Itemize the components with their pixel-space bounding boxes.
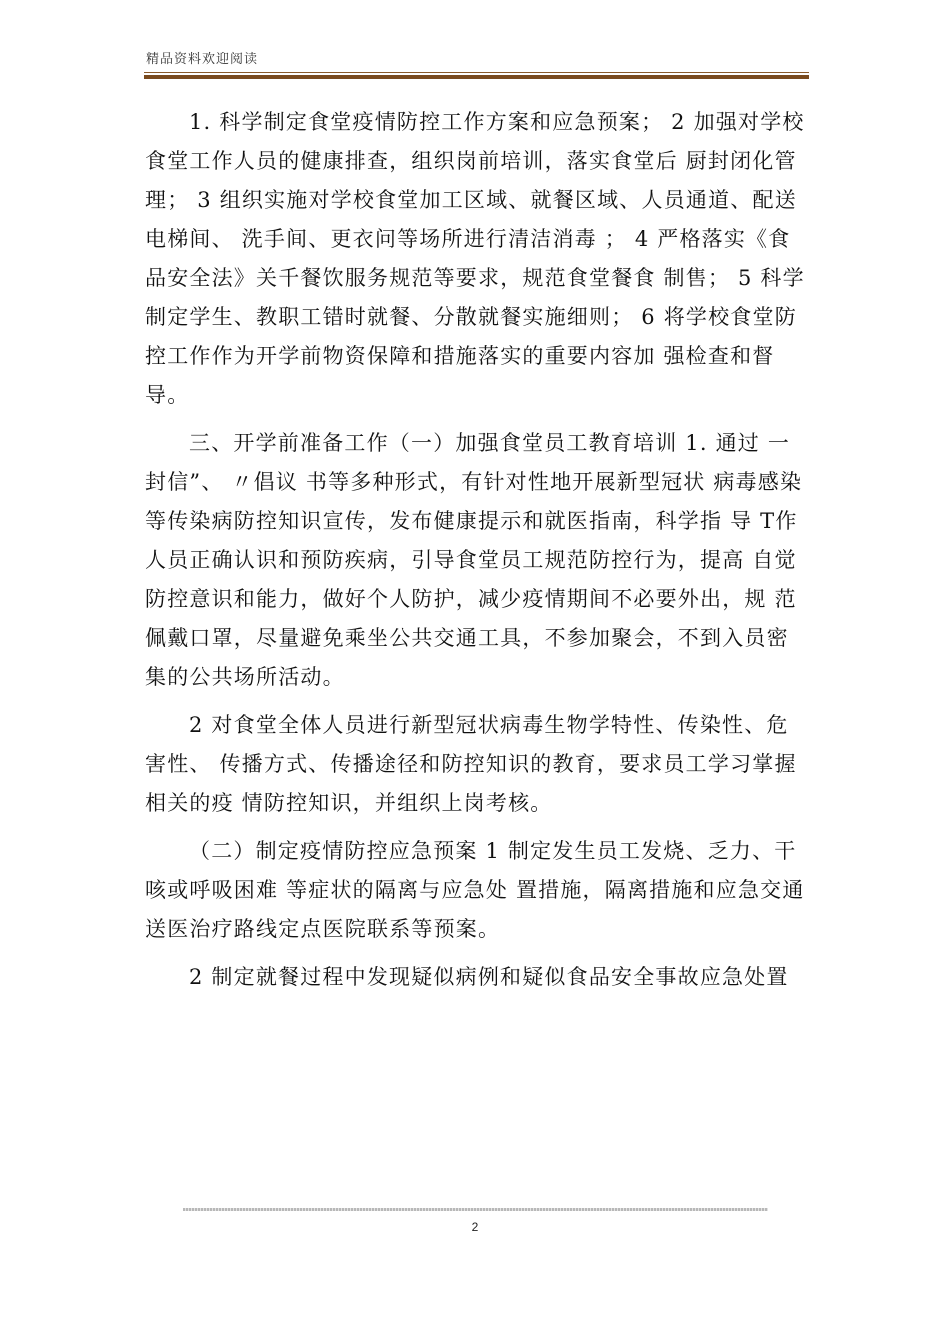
paragraph-staff-education: 2 对食堂全体人员进行新型冠状病毒生物学特性、传染性、危害性、 传播方式、传播途径和防控知识的教育，要求员工学习掌握相关的疫 情防控知识，并组织上岗考核。 (145, 713, 797, 815)
page-header-title: 精品资料欢迎阅读 (146, 52, 259, 67)
footer-divider (183, 1208, 768, 1211)
paragraph-dining-emergency: 2 制定就餐过程中发现疑似病例和疑似食品安全事故应急处置 (189, 965, 789, 989)
document-body (145, 103, 810, 997)
page-number: 2 (471, 1220, 479, 1234)
paragraph-preparation-training: 三、开学前准备工作（一）加强食堂员工教育培训 1. 通过 一封信”、 〃倡议 书等多种形式，有针对性地开展新型冠状 病毒感染等传染病防控知识宣传，发布健康提示和就医指南，科学指 导 T作人员正确认识和预防疾病，引导食堂员工规范防控行为，提高 自觉防控意识和能力，做好个人防护，减少疫情期间不必要外出，规 范佩戴口罩，尽量避免乘坐公共交通工具，不参加聚会，不到入员密 集的公共场所活动。 (145, 431, 803, 689)
header-divider-thin (144, 72, 809, 73)
paragraph-emergency-plan: （二）制定疫情防控应急预案 1 制定发生员工发烧、乏力、干咳或呼吸困难 等症状的隔离与应急处 置措施，隔离措施和应急交通送医治疗路线定点医院联系等预案。 (145, 839, 805, 941)
header-divider-thick (144, 75, 809, 79)
paragraph-measures-list: 1. 科学制定食堂疫情防控工作方案和应急预案； 2 加强对学校食堂工作人员的健康排查，组织岗前培训，落实食堂后 厨封闭化管理； 3 组织实施对学校食堂加工区域、就餐区域、人员通道、配送电梯间、 洗手间、更衣问等场所进行清洁消毒 ； 4 严格落实《食品安全法》关千餐饮服务规范等要求，规范食堂餐食 制售； 5 科学制定学生、教职工错时就餐、分散就餐实施细则； 6 将学校食堂防控工作作为开学前物资保障和措施落实的重要内容加 强检查和督导。 (145, 110, 805, 407)
